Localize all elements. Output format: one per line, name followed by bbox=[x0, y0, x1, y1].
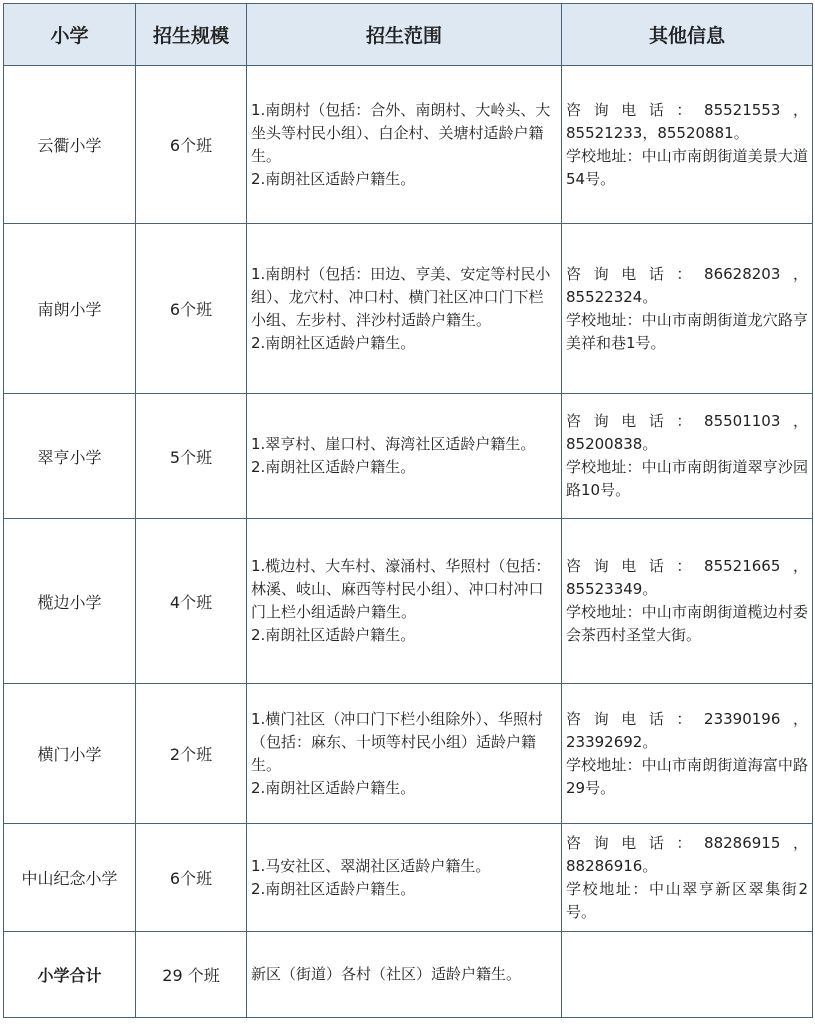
school-name: 云衢小学 bbox=[4, 66, 136, 224]
phone-line: 咨询电话：23390196，23392692。 bbox=[566, 709, 808, 751]
address-line: 学校地址：中山市南朗街道海富中路29号。 bbox=[566, 755, 808, 797]
table-row bbox=[4, 394, 813, 519]
scope-line: 1.南朗村（包括：合外、南朗村、大岭头、大坐头等村民小组）、白企村、关塘村适龄户籍生。 bbox=[251, 100, 551, 165]
enrollment-scope bbox=[247, 66, 562, 224]
phone-line: 咨询电话：88286915，88286916。 bbox=[566, 833, 808, 875]
class-count: 2个班 bbox=[136, 684, 247, 824]
class-count: 5个班 bbox=[136, 394, 247, 519]
scope-line: 1.榄边村、大车村、濠涌村、华照村（包括：林溪、岐山、麻西等村民小组）、冲口村冲口门上栏小组适龄户籍生。 bbox=[251, 557, 551, 621]
school-info bbox=[562, 66, 813, 224]
class-count: 6个班 bbox=[136, 224, 247, 394]
school-info bbox=[562, 684, 813, 824]
scope-line: 2.南朗社区适龄户籍生。 bbox=[251, 458, 416, 476]
table-row bbox=[4, 66, 813, 224]
enrollment-table bbox=[3, 3, 813, 1018]
class-count: 6个班 bbox=[136, 66, 247, 224]
header-classes: 招生规模 bbox=[136, 4, 247, 66]
address-line: 学校地址：中山翠亨新区翠集街2号。 bbox=[566, 879, 808, 921]
enrollment-scope bbox=[247, 519, 562, 684]
phone-line: 咨询电话：85521553，85521233，85520881。 bbox=[566, 100, 808, 142]
total-row bbox=[4, 932, 813, 1018]
school-name: 中山纪念小学 bbox=[4, 824, 136, 932]
header-scope: 招生范围 bbox=[247, 4, 562, 66]
total-label: 小学合计 bbox=[4, 932, 136, 1018]
table-header-row bbox=[4, 4, 813, 66]
scope-line: 2.南朗社区适龄户籍生。 bbox=[251, 333, 416, 352]
enrollment-scope bbox=[247, 684, 562, 824]
scope-line: 2.南朗社区适龄户籍生。 bbox=[251, 778, 416, 797]
school-name: 翠亨小学 bbox=[4, 394, 136, 519]
table-row bbox=[4, 224, 813, 394]
table-row bbox=[4, 519, 813, 684]
address-line: 学校地址：中山市南朗街道翠亨沙园路10号。 bbox=[566, 458, 808, 499]
scope-line: 2.南朗社区适龄户籍生。 bbox=[251, 879, 416, 898]
class-count: 6个班 bbox=[136, 824, 247, 932]
phone-line: 咨询电话：86628203，85522324。 bbox=[566, 264, 808, 306]
scope-line: 1.南朗村（包括：田边、亨美、安定等村民小组）、龙穴村、冲口村、横门社区冲口门下栏小组、左步村、泮沙村适龄户籍生。 bbox=[251, 264, 551, 329]
scope-line: 1.马安社区、翠湖社区适龄户籍生。 bbox=[251, 856, 491, 875]
school-info bbox=[562, 394, 813, 519]
header-info: 其他信息 bbox=[562, 4, 813, 66]
school-info bbox=[562, 519, 813, 684]
address-line: 学校地址：中山市南朗街道美景大道54号。 bbox=[566, 146, 808, 188]
enrollment-scope bbox=[247, 394, 562, 519]
phone-line: 咨询电话：85501103，85200838。 bbox=[566, 412, 808, 453]
school-info bbox=[562, 824, 813, 932]
phone-line: 咨询电话：85521665，85523349。 bbox=[566, 557, 808, 598]
school-info bbox=[562, 224, 813, 394]
school-name: 南朗小学 bbox=[4, 224, 136, 394]
header-school: 小学 bbox=[4, 4, 136, 66]
school-name: 榄边小学 bbox=[4, 519, 136, 684]
scope-line: 2.南朗社区适龄户籍生。 bbox=[251, 626, 416, 644]
scope-line: 1.翠亨村、崖口村、海湾社区适龄户籍生。 bbox=[251, 435, 536, 453]
enrollment-scope bbox=[247, 224, 562, 394]
school-name: 横门小学 bbox=[4, 684, 136, 824]
enrollment-scope bbox=[247, 824, 562, 932]
total-classes: 29 个班 bbox=[136, 932, 247, 1018]
address-line: 学校地址：中山市南朗街道龙穴路亨美祥和巷1号。 bbox=[566, 310, 808, 352]
class-count: 4个班 bbox=[136, 519, 247, 684]
scope-line: 2.南朗社区适龄户籍生。 bbox=[251, 169, 416, 188]
scope-line: 1.横门社区（冲口门下栏小组除外）、华照村（包括：麻东、十顷等村民小组）适龄户籍生。 bbox=[251, 709, 543, 774]
total-scope: 新区（街道）各村（社区）适龄户籍生。 bbox=[247, 932, 562, 1018]
total-info bbox=[562, 932, 813, 1018]
table-row bbox=[4, 824, 813, 932]
address-line: 学校地址：中山市南朗街道榄边村委会茶西村圣堂大街。 bbox=[566, 603, 808, 644]
table-row bbox=[4, 684, 813, 824]
